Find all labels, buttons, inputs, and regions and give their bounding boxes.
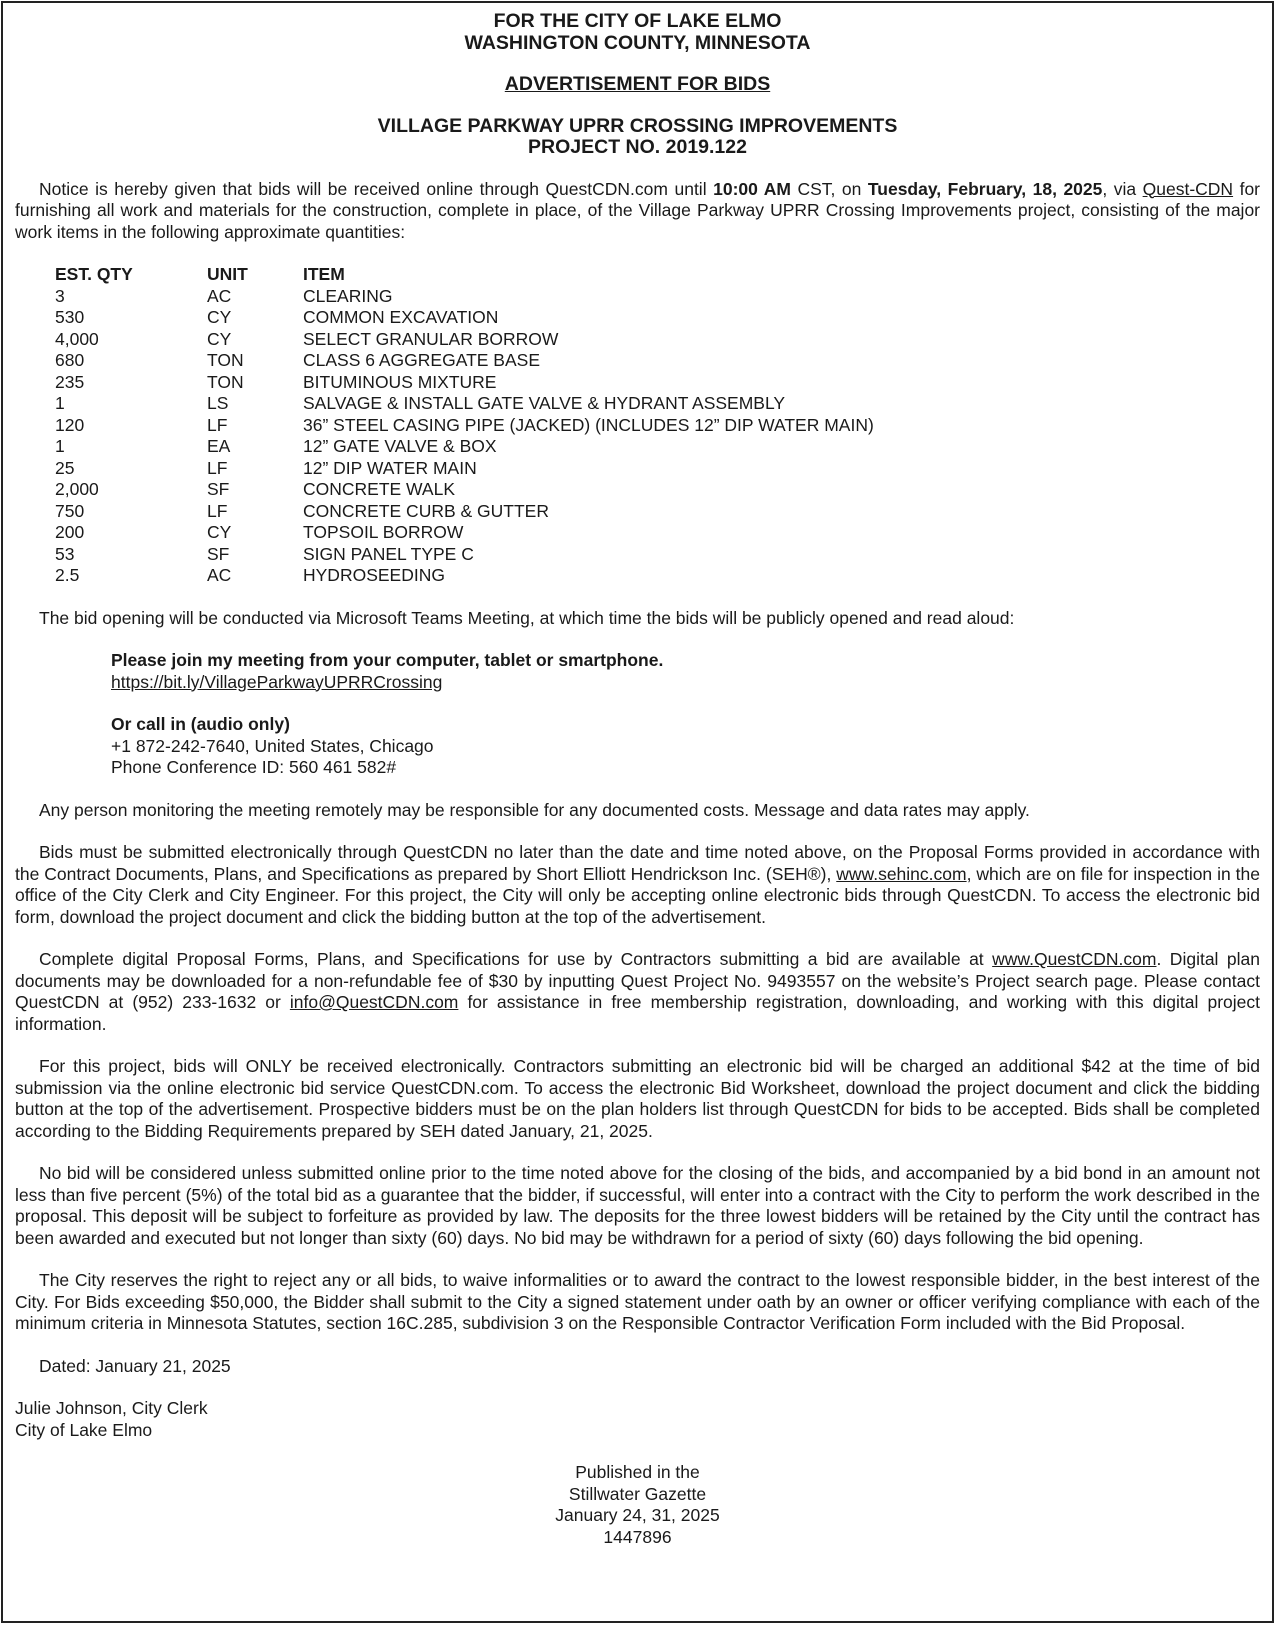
table-row: 530 CY COMMON EXCAVATION xyxy=(55,307,499,327)
signer-name: Julie Johnson, City Clerk xyxy=(15,1398,208,1418)
table-row: 4,000 CY SELECT GRANULAR BORROW xyxy=(55,328,559,349)
table-row: 120 LF 36” STEEL CASING PIPE (JACKED) (INCLUDES 12” DIP WATER MAIN) xyxy=(55,414,874,435)
publication-id: 1447896 xyxy=(603,1526,672,1547)
table-row: 750 LF CONCRETE CURB & GUTTER xyxy=(55,500,549,521)
publication-line-1: Published in the xyxy=(575,1462,700,1482)
meeting-link[interactable]: https://bit.ly/VillageParkwayUPRRCrossing xyxy=(111,671,443,692)
bid-date: Tuesday, February, 18, 2025 xyxy=(867,178,1103,199)
project-number: PROJECT NO. 2019.122 xyxy=(528,136,747,158)
questcdn-site-link[interactable]: www.QuestCDN.com xyxy=(992,949,1157,969)
conference-id: Phone Conference ID: 560 461 582# xyxy=(111,757,397,777)
col-header-qty: EST. QTY xyxy=(55,264,133,284)
table-row: 2,000 SF CONCRETE WALK xyxy=(55,479,456,499)
ad-title: ADVERTISEMENT FOR BIDS xyxy=(504,73,771,95)
bid-opening-intro: The bid opening will be conducted via Microsoft Teams Meeting, at which time the bids will be publicly opened and read aloud: xyxy=(39,607,1015,628)
sehinc-link[interactable]: www.sehinc.com xyxy=(836,863,967,884)
monitoring-paragraph: Any person monitoring the meeting remotely may be responsible for any documented costs. Message and data rates may apply. xyxy=(39,799,1030,820)
table-row: 53 SF SIGN PANEL TYPE C xyxy=(55,543,474,564)
bid-time: 10:00 AM xyxy=(713,178,791,199)
legal-notice-page xyxy=(1,1,1274,1623)
publication-info xyxy=(15,1462,1260,1548)
quantities-header-row xyxy=(55,264,874,286)
questcdn-email-link[interactable]: info@QuestCDN.com xyxy=(289,992,459,1012)
table-row: 3 AC CLEARING xyxy=(55,285,393,306)
notice-paragraph: Notice is hereby given that bids will be received online through QuestCDN.com until 10:00 AM CST, on Tuesday, February, 18, 2025, via Quest-CDN for furnishing all work and materials for the construction, complete in place, of the Village Parkway UPRR Crossing Improvements project, consisting of the major work items in the following approximate quantities: xyxy=(15,178,1261,242)
signer-org: City of Lake Elmo xyxy=(15,1419,153,1440)
call-heading: Or call in (audio only) xyxy=(111,714,290,734)
header-county: WASHINGTON COUNTY, MINNESOTA xyxy=(464,31,811,54)
phone-number: +1 872-242-7640, United States, Chicago xyxy=(111,735,434,756)
join-heading: Please join my meeting from your computer, tablet or smartphone. xyxy=(111,650,664,670)
project-name: VILLAGE PARKWAY UPRR CROSSING IMPROVEMENTS xyxy=(377,114,898,137)
questcdn-link[interactable]: Quest-CDN xyxy=(1142,178,1234,199)
dated-line: Dated: January 21, 2025 xyxy=(39,1355,231,1376)
col-header-item: ITEM xyxy=(303,264,345,284)
submission-paragraph: Bids must be submitted electronically through QuestCDN no later than the date and time noted above, on the Proposal Forms provided in accordance with the Contract Documents, Plans, and Specifications as prepared by Short Elliott Hendrickson Inc. (SEH®), www.sehinc.com, which are on file for inspection in the office of the City Clerk and City Engineer. For this project, the City will only be accepting online electronic bids through QuestCDN. To access the electronic bid form, download the project document and click the bidding button at the top of the advertisement. xyxy=(15,842,1260,927)
header-city: FOR THE CITY OF LAKE ELMO xyxy=(493,10,782,32)
table-row: 1 EA 12” GATE VALVE & BOX xyxy=(55,436,497,456)
table-row: 1 LS SALVAGE & INSTALL GATE VALVE & HYDRANT ASSEMBLY xyxy=(55,393,786,413)
table-row: 25 LF 12” DIP WATER MAIN xyxy=(55,457,477,478)
col-header-unit: UNIT xyxy=(207,264,248,284)
electronic-bid-paragraph: For this project, bids will ONLY be received electronically. Contractors submitting an electronic bid will be charged an additional $42 at the time of bid submission via the online electronic bid service QuestCDN.com. To access the electronic Bid Worksheet, download the project document and click the bidding button at the top of the advertisement. Prospective bidders must be on the plan holders list through QuestCDN for bids to be accepted. Bids shall be completed according to the Bidding Requirements prepared by SEH dated January, 21, 2025. xyxy=(15,1056,1260,1141)
publication-dates: January 24, 31, 2025 xyxy=(555,1505,720,1525)
bid-bond-paragraph: No bid will be considered unless submitted online prior to the time noted above for the closing of the bids, and accompanied by a bid bond in an amount not less than five percent (5%) of the total bid as a guarantee that the bidder, if successful, will enter into a contract with the City to perform the work described in the proposal. This deposit will be subject to forfeiture as provided by law. The deposits for the three lowest bidders will be retained by the City until the contract has been awarded and executed but not longer than sixty (60) days. No bid may be withdrawn for a period of sixty (60) days following the bid opening. xyxy=(15,1163,1260,1248)
table-row: 200 CY TOPSOIL BORROW xyxy=(55,522,464,542)
quantities-table xyxy=(55,264,874,587)
meeting-info xyxy=(111,650,1260,779)
reserve-rights-paragraph: The City reserves the right to reject any or all bids, to waive informalities or to award the contract to the lowest responsible bidder, in the best interest of the City. For Bids exceeding $50,000, the Bidder shall submit to the City a signed statement under oath by an owner or officer verifying compliance with each of the minimum criteria in Minnesota Statutes, section 16C.285, subdivision 3 on the Responsible Contractor Verification Form included with the Bid Proposal. xyxy=(15,1270,1260,1333)
table-row: 2.5 AC HYDROSEEDING xyxy=(55,565,445,585)
publication-name: Stillwater Gazette xyxy=(568,1483,707,1504)
documents-paragraph: Complete digital Proposal Forms, Plans, and Specifications for use by Contractors submitting a bid are available at www.QuestCDN.com. Digital plan documents may be downloaded for a non-refundable fee of $30 by inputting Quest Project No. 9493557 on the website’s Project search page. Please contact QuestCDN at (952) 233-1632 or info@QuestCDN.com for assistance in free membership registration, downloading, and working with this digital project information. xyxy=(15,949,1260,1034)
table-row: 680 TON CLASS 6 AGGREGATE BASE xyxy=(55,350,540,370)
table-row: 235 TON BITUMINOUS MIXTURE xyxy=(55,371,497,392)
signature-block xyxy=(15,1398,1260,1441)
